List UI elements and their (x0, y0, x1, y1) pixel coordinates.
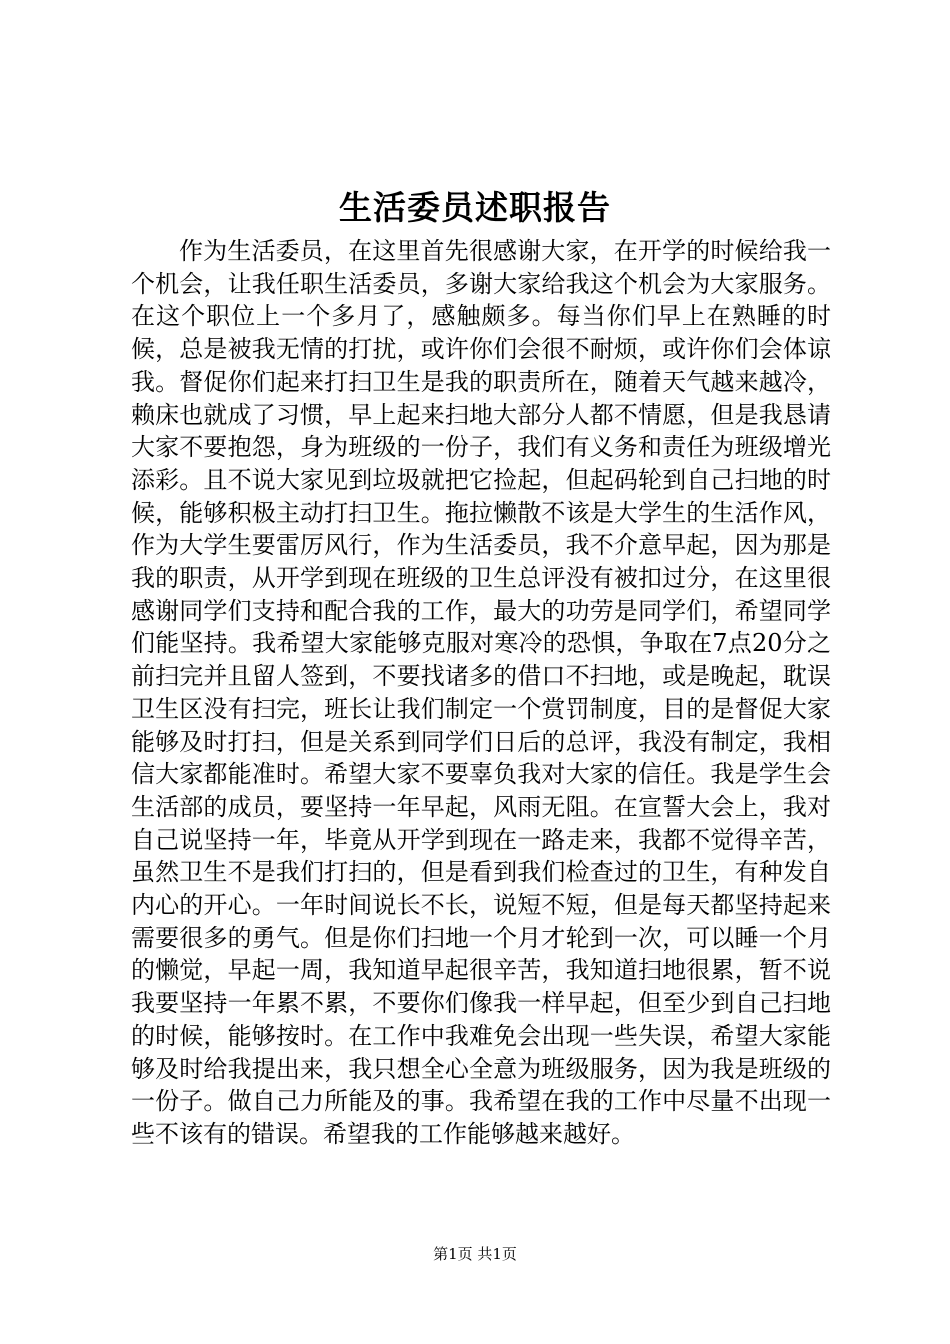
document-body-paragraph: 作为生活委员，在这里首先很感谢大家，在开学的时候给我一个机会，让我任职生活委员，多谢大家给我这个机会为大家服务。在这个职位上一个多月了，感触颇多。每当你们早上在熟睡的时候，总是被我无情的打扰，或许你们会很不耐烦，或许你们会体谅我。督促你们起来打扫卫生是我的职责所在，随着天气越来越冷，赖床也就成了习惯，早上起来扫地大部分人都不情愿，但是我恳请大家不要抱怨，身为班级的一份子，我们有义务和责任为班级增光添彩。且不说大家见到垃圾就把它捡起，但起码轮到自己扫地的时候，能够积极主动打扫卫生。拖拉懒散不该是大学生的生活作风，作为大学生要雷厉风行，作为生活委员，我不介意早起，因为那是我的职责，从开学到现在班级的卫生总评没有被扣过分，在这里很感谢同学们支持和配合我的工作，最大的功劳是同学们，希望同学们能坚持。我希望大家能够克服对寒冷的恐惧，争取在7点20分之前扫完并且留人签到，不要找诸多的借口不扫地，或是晚起，耽误卫生区没有扫完，班长让我们制定一个赏罚制度，目的是督促大家能够及时打扫，但是关系到同学们日后的总评，我没有制定，我相信大家都能准时。希望大家不要辜负我对大家的信任。我是学生会生活部的成员，要坚持一年早起，风雨无阻。在宣誓大会上，我对自己说坚持一年，毕竟从开学到现在一路走来，我都不觉得辛苦，虽然卫生不是我们打扫的，但是看到我们检查过的卫生，有种发自内心的开心。一年时间说长不长，说短不短，但是每天都坚持起来需要很多的勇气。但是你们扫地一个月才轮到一次，可以睡一个月的懒觉，早起一周，我知道早起很辛苦，我知道扫地很累，暂不说我要坚持一年累不累，不要你们像我一样早起，但至少到自己扫地的时候，能够按时。在工作中我难免会出现一些失误，希望大家能够及时给我提出来，我只想全心全意为班级服务，因为我是班级的一份子。做自己力所能及的事。我希望在我的工作中尽量不出现一些不该有的错误。希望我的工作能够越来越好。 (131, 237, 831, 1148)
document-title: 生活委员述职报告 (339, 188, 611, 227)
page-footer: 第1页 共1页 (433, 1245, 517, 1263)
